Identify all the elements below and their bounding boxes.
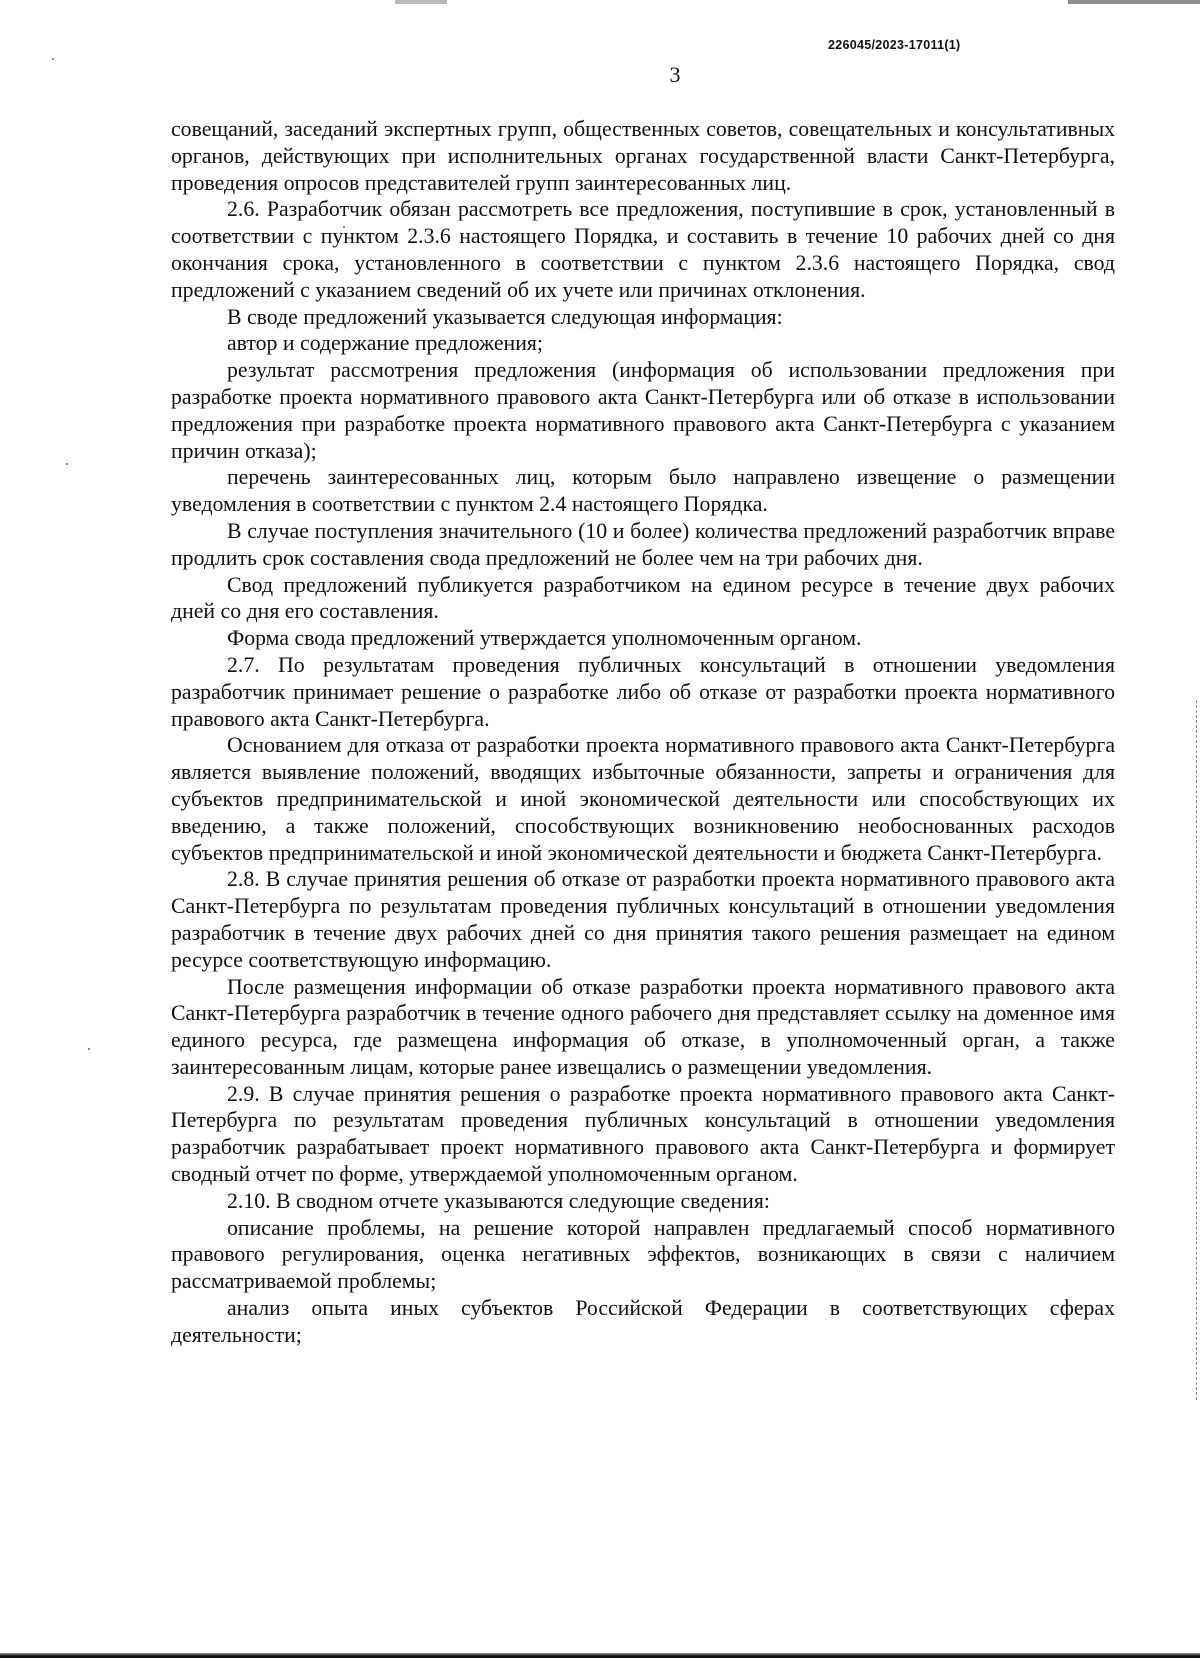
paragraph: Основанием для отказа от разработки проекта нормативного правового акта Санкт-Петербурга является выявление положений, вводящих избыточные обязанности, запреты и ограничения для субъектов предпринимательской и иной экономической деятельности или способствующих их введению, а также положений, способствующих возникновению необоснованных расходов субъектов предпринимательской и иной экономической деятельности и бюджета Санкт-Петербурга. [171, 733, 1115, 865]
paragraph: 2.7. По результатам проведения публичных консультаций в отношении уведомления разработчик принимает решение о разработке либо об отказе от разработки проекта нормативного правового акта Санкт-Петербурга. [171, 652, 1115, 731]
scan-speck [52, 58, 54, 60]
scan-artifact-bottom [0, 1653, 1200, 1658]
paragraph: В случае поступления значительного (10 и более) количества предложений разработчик вправе продлить срок составления свода предложений не более чем на три рабочих дня. [171, 518, 1115, 570]
document-body [171, 116, 1115, 1349]
paragraph: результат рассмотрения предложения (информация об использовании предложения при разработке проекта нормативного правового акта Санкт-Петербурга или об отказе в использовании предложения при разработке проекта нормативного правового акта Санкт-Петербурга с указанием причин отказа); [171, 358, 1115, 463]
paragraph: перечень заинтересованных лиц, которым было направлено извещение о размещении уведомления в соответствии с пунктом 2.4 настоящего Порядка. [171, 465, 1115, 517]
document-registration-number: 226045/2023-17011(1) [828, 38, 961, 52]
paragraph: Форма свода предложений утверждается уполномоченным органом. [227, 626, 862, 651]
scan-artifact-top-left [395, 0, 447, 4]
paragraph: совещаний, заседаний экспертных групп, общественных советов, совещательных и консультативных органов, действующих при исполнительных органах государственной власти Санкт-Петербурга, проведения опросов представителей групп заинтересованных лиц. [171, 117, 1115, 195]
paragraph: 2.10. В сводном отчете указываются следующие сведения: [227, 1188, 770, 1213]
paragraph: В своде предложений указывается следующая информация: [227, 304, 783, 329]
scan-speck [88, 1048, 90, 1050]
paragraph: После размещения информации об отказе разработки проекта нормативного правового акта Санкт-Петербурга разработчик в течение одного рабочего дня представляет ссылку на доменное имя единого ресурса, где размещена информация об отказе, в уполномоченный орган, а также заинтересованным лицам, которые ранее извещались о размещении уведомления. [171, 974, 1115, 1079]
paragraph: 2.6. Разработчик обязан рассмотреть все предложения, поступившие в срок, установленный в соответствии с пунктом 2.3.6 настоящего Порядка, и составить в течение 10 рабочих дней со дня окончания срока, установленного в соответствии с пунктом 2.3.6 настоящего Порядка, свод предложений с указанием сведений об их учете или причинах отклонения. [171, 197, 1115, 302]
scan-artifact-right-edge [1195, 700, 1197, 1400]
paragraph: описание проблемы, на решение которой направлен предлагаемый способ нормативного правового регулирования, оценка негативных эффектов, возникающих в связи с наличием рассматриваемой проблемы; [171, 1215, 1115, 1294]
scan-artifact-top-right [1068, 0, 1200, 4]
paragraph: 2.8. В случае принятия решения об отказе от разработки проекта нормативного правового акта Санкт-Петербурга по результатам проведения публичных консультаций в отношении уведомления разработчик в течение двух рабочих дней со дня принятия такого решения размещает на едином ресурсе соответствующую информацию. [171, 867, 1115, 972]
paragraph: 2.9. В случае принятия решения о разработке проекта нормативного правового акта Санкт-Петербурга по результатам проведения публичных консультаций в отношении уведомления разработчик разрабатывает проект нормативного правового акта Санкт-Петербурга и формирует сводный отчет по форме, утверждаемой уполномоченным органом. [171, 1081, 1115, 1187]
paragraph: автор и содержание предложения; [227, 331, 543, 356]
paragraph: анализ опыта иных субъектов Российской Федерации в соответствующих сферах деятельности; [171, 1296, 1115, 1347]
scan-speck [66, 463, 68, 465]
page-number: 3 [669, 62, 681, 87]
paragraph: Свод предложений публикуется разработчиком на едином ресурсе в течение двух рабочих дней со дня его составления. [171, 572, 1115, 624]
